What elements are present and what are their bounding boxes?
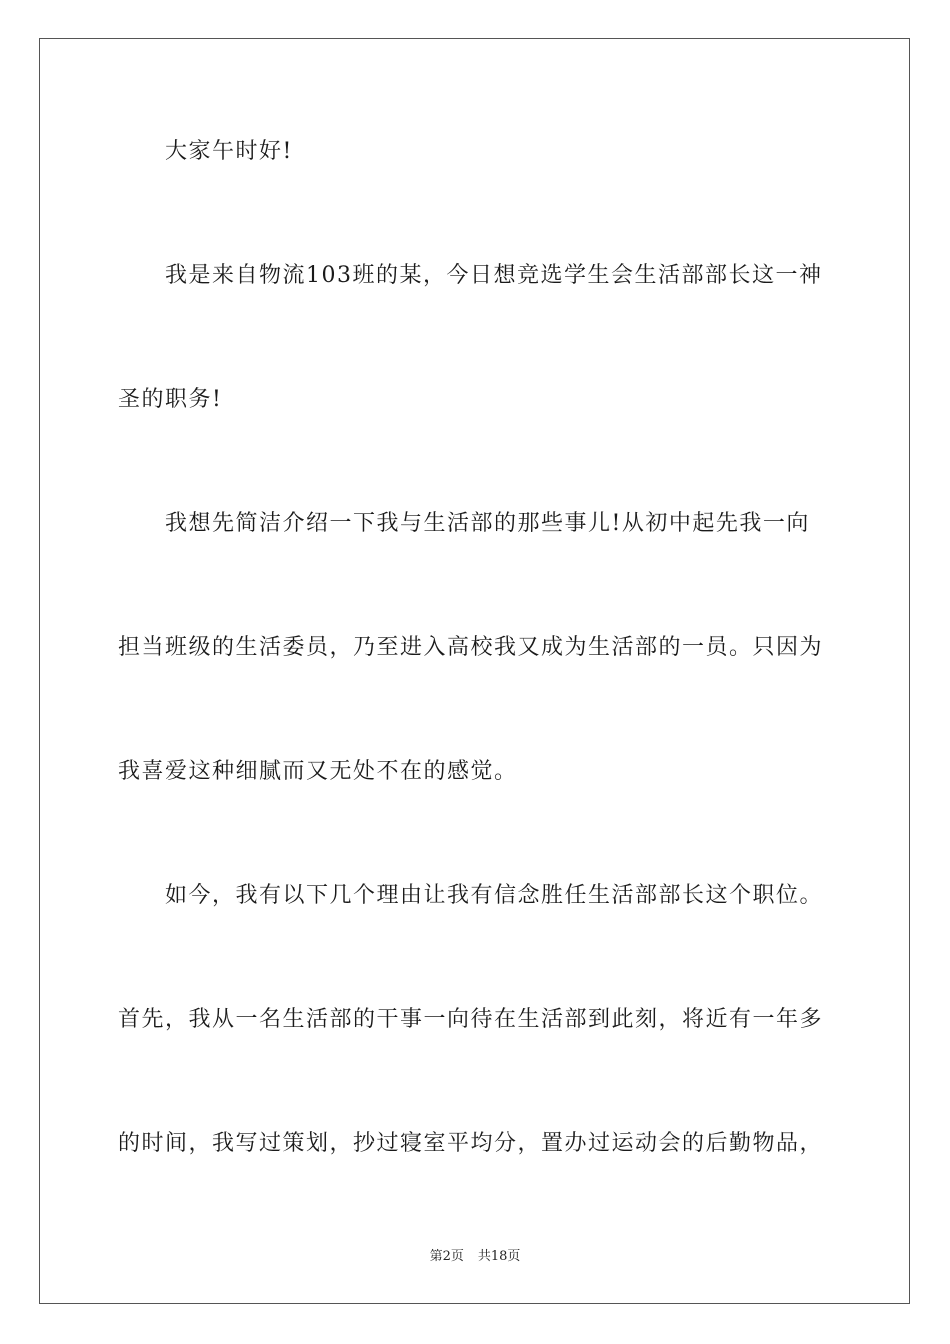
text-line-5: 担当班级的生活委员，乃至进入高校我又成为生活部的一员。只因为 (118, 635, 824, 660)
text-line-1: 大家午时好! (165, 139, 293, 164)
text-line-4: 我想先简洁介绍一下我与生活部的那些事儿!从初中起先我一向 (165, 511, 810, 536)
text-line-7: 如今，我有以下几个理由让我有信念胜任生活部部长这个职位。 (165, 883, 824, 908)
page-footer (0, 1248, 950, 1266)
page-number: 第2页 (429, 1249, 464, 1264)
text-line-6: 我喜爱这种细腻而又无处不在的感觉。 (118, 759, 518, 784)
page-border (39, 38, 910, 1304)
page-total: 共18页 (477, 1249, 521, 1264)
text-line-8: 首先，我从一名生活部的干事一向待在生活部到此刻，将近有一年多 (118, 1007, 824, 1032)
text-line-9: 的时间，我写过策划，抄过寝室平均分，置办过运动会的后勤物品， (118, 1131, 824, 1156)
text-line-2: 我是来自物流103班的某，今日想竞选学生会生活部部长这一神 (165, 263, 823, 288)
text-line-3: 圣的职务! (118, 387, 223, 412)
